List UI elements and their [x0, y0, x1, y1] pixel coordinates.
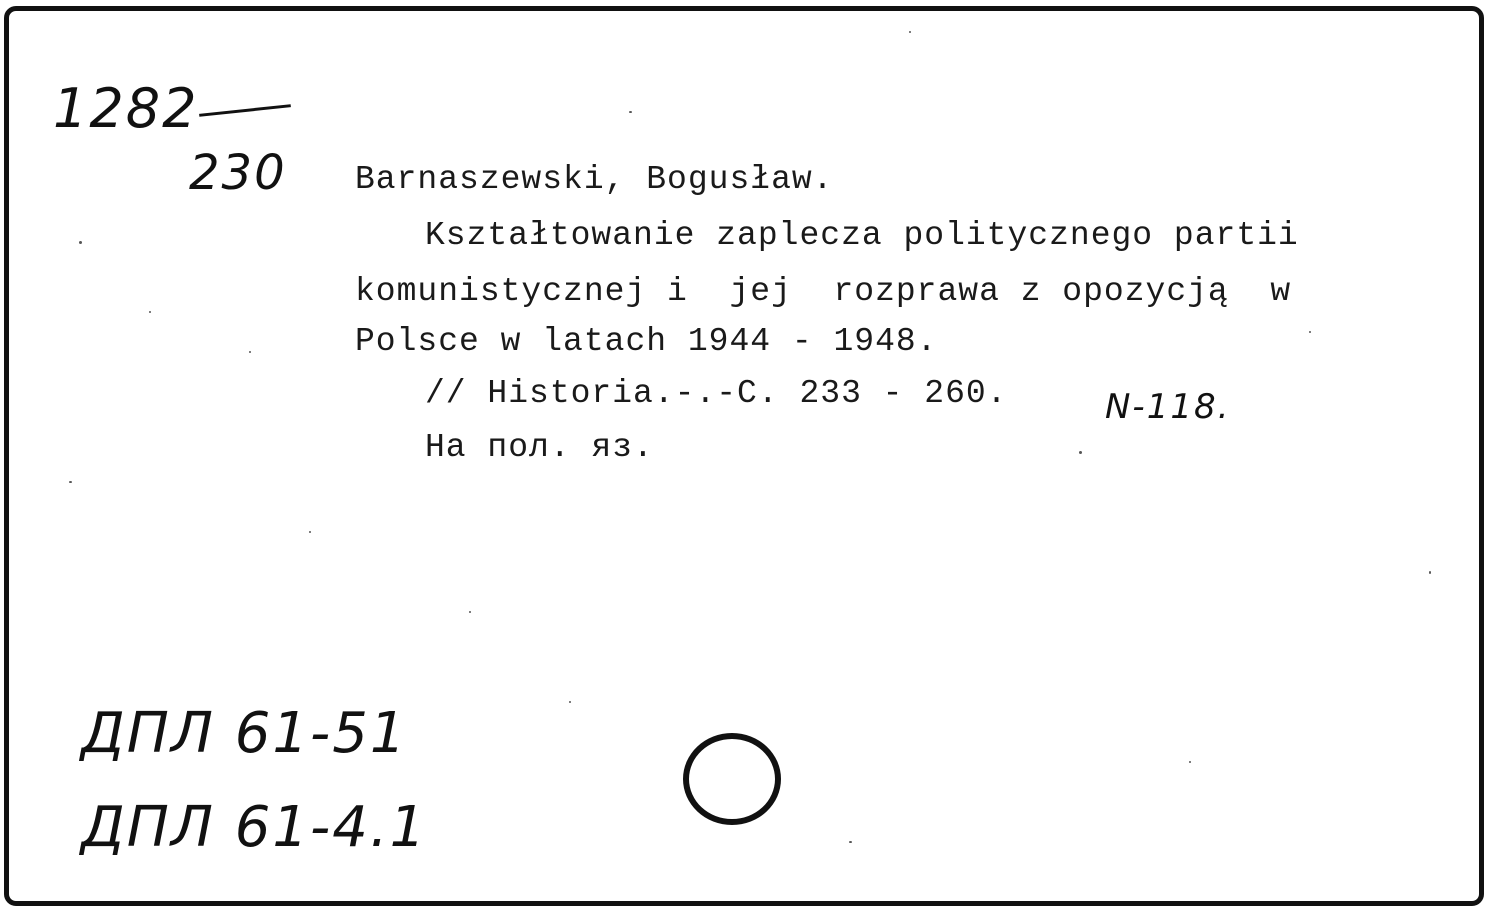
- scan-speck: [1079, 451, 1082, 454]
- scan-speck: [249, 351, 251, 353]
- catalog-card: [4, 6, 1484, 906]
- scan-speck: [1189, 761, 1191, 763]
- title-line-2: komunistycznej i jej rozprawa z opozycją w: [355, 273, 1292, 310]
- scan-speck: [469, 611, 471, 613]
- call-number-sub: 230: [189, 145, 287, 201]
- language-note: На пол. яз.: [425, 429, 654, 466]
- scan-speck: [569, 701, 571, 703]
- scan-speck: [849, 841, 852, 843]
- scan-speck: [1429, 571, 1431, 574]
- source-line: // Historia.-.-C. 233 - 260.: [425, 375, 1008, 412]
- call-number-top: 1282: [53, 77, 199, 140]
- scan-speck: [79, 241, 82, 244]
- title-line-1: Kształtowanie zaplecza politycznego partii: [425, 217, 1299, 254]
- call-number-rule: [199, 104, 291, 117]
- handwritten-note: N-118.: [1105, 387, 1231, 427]
- scan-speck: [309, 531, 311, 533]
- scan-speck: [69, 481, 72, 483]
- scan-speck: [909, 31, 911, 33]
- shelf-mark-2: ДПЛ 61-4.1: [81, 795, 428, 860]
- shelf-mark-1: ДПЛ 61-51: [81, 701, 408, 766]
- author-heading: Barnaszewski, Bogusław.: [355, 161, 834, 198]
- scan-speck: [1309, 331, 1311, 333]
- scan-speck: [149, 311, 151, 313]
- title-line-3: Polsce w latach 1944 - 1948.: [355, 323, 938, 360]
- scan-speck: [629, 111, 632, 113]
- ring-stamp-icon: [683, 733, 781, 825]
